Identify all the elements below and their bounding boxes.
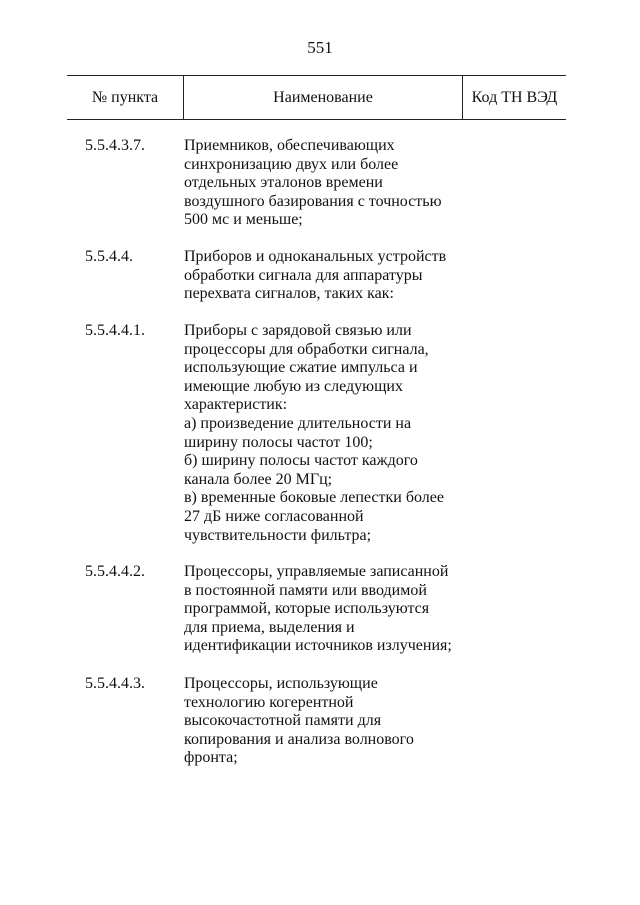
description-line: копирования и анализа волнового	[184, 730, 414, 748]
description-line: б) ширину полосы частот каждого	[184, 452, 418, 470]
description-line: 500 мс и меньше;	[184, 211, 303, 229]
item-number: 5.5.4.4.2.	[85, 563, 145, 580]
description-line: синхронизацию двух или более	[184, 155, 399, 173]
description-line: технологию когерентной	[184, 693, 354, 711]
item-description	[184, 675, 484, 768]
description-line: процессоры для обработки сигнала,	[184, 340, 429, 358]
item-number: 5.5.4.4.	[85, 248, 133, 265]
table-header	[67, 75, 566, 120]
item-number: 5.5.4.3.7.	[85, 137, 145, 154]
description-line: Приемников, обеспечивающих	[184, 137, 395, 154]
description-line: использующие сжатие импульса и	[184, 359, 418, 377]
description-line: в постоянной памяти или вводимой	[184, 581, 427, 599]
item-number: 5.5.4.4.1.	[85, 322, 145, 339]
description-line: воздушного базирования с точностью	[184, 192, 442, 210]
description-line: Приборы с зарядовой связью или	[184, 322, 412, 339]
description-line: в) временные боковые лепестки более	[184, 489, 444, 507]
description-line: чувствительности фильтра;	[184, 526, 372, 544]
item-description	[184, 137, 484, 230]
description-line: Приборов и одноканальных устройств	[184, 248, 447, 265]
column-header-name: Наименование	[184, 76, 463, 119]
description-line: перехвата сигналов, таких как:	[184, 285, 394, 303]
description-line: характеристик:	[184, 396, 288, 414]
item-description	[184, 563, 484, 656]
description-line: канала более 20 МГц;	[184, 470, 333, 488]
item-description	[184, 322, 484, 545]
description-line: ширину полосы частот 100;	[184, 433, 373, 451]
description-line: а) произведение длительности на	[184, 414, 412, 432]
description-line: Процессоры, управляемые записанной	[184, 563, 449, 580]
description-line: фронта;	[184, 749, 238, 767]
column-header-code: Код ТН ВЭД	[471, 88, 558, 106]
description-line: для приема, выделения и	[184, 618, 355, 636]
description-line: обработки сигнала для аппаратуры	[184, 266, 423, 284]
description-line: высокочастотной памяти для	[184, 712, 382, 730]
item-number: 5.5.4.4.3.	[85, 675, 145, 692]
column-header-number: № пункта	[67, 76, 184, 119]
page-number: 551	[307, 38, 333, 57]
description-line: отдельных эталонов времени	[184, 174, 383, 192]
description-line: Процессоры, использующие	[184, 675, 378, 692]
description-line: идентификации источников излучения;	[184, 637, 452, 655]
item-description	[184, 248, 484, 304]
description-line: имеющие любую из следующих	[184, 377, 403, 395]
description-line: 27 дБ ниже согласованной	[184, 507, 364, 525]
description-line: программой, которые используются	[184, 600, 430, 618]
